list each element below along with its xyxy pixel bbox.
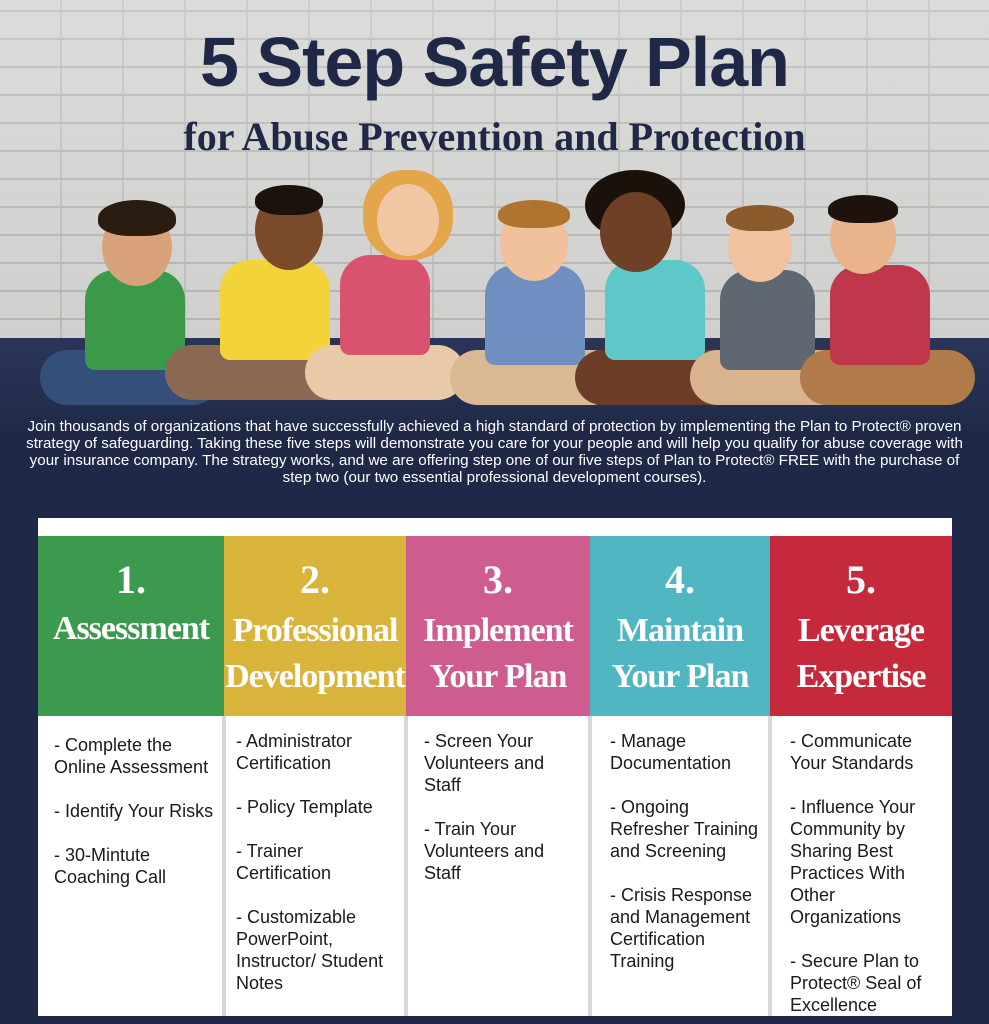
list-item: - 30-Mintute Coaching Call [54, 845, 167, 887]
intro-paragraph: Join thousands of organizations that have successfully achieved a high standard of protection by implementing the Plan to Protect® proven strategy of safeguarding. Taking these five steps will demonstrate you care for your people and will help you qualify for abuse coverage with your insurance company. The strategy works, and we are offering step one of our five steps of Plan to Protect® FREE with the purchase of step two (our two essential professional development courses). [26, 418, 963, 486]
step-title-line: Your Plan [429, 658, 567, 695]
step-items [790, 730, 946, 1024]
step-title [38, 606, 224, 652]
step-number: 5. [846, 557, 876, 602]
step-title [224, 608, 406, 700]
steps-panel [38, 518, 952, 1016]
list-item: - Identify Your Risks [54, 801, 214, 821]
step-title-line: Maintain [616, 612, 744, 649]
step-title-line: Professional [232, 612, 398, 649]
step-2 [224, 536, 406, 1016]
step-5 [770, 536, 952, 1016]
list-item: - Influence Your Community by Sharing Best Practices With Other Organizations [790, 797, 916, 927]
list-item: - Complete the Online Assessment [54, 735, 209, 777]
child-figure [800, 195, 975, 410]
step-title-line: Leverage [797, 612, 925, 649]
step-title-line: Implement [423, 612, 573, 649]
step-title-line: Development [225, 658, 405, 695]
step-title [590, 608, 770, 700]
page-title: 5 Step Safety Plan [200, 23, 789, 101]
child-figure [305, 170, 465, 410]
step-title-line: Your Plan [611, 658, 749, 695]
step-number: 1. [116, 557, 146, 602]
list-item: - Train Your Volunteers and Staff [424, 819, 545, 883]
step-1 [38, 536, 224, 1016]
list-item: - Crisis Response and Management Certification Training [610, 885, 753, 971]
page-subtitle: for Abuse Prevention and Protection [183, 114, 806, 159]
list-item: - Policy Template [236, 797, 373, 817]
hero-banner [0, 0, 989, 430]
step-title [406, 608, 590, 700]
list-item: - Ongoing Refresher Training and Screening [610, 797, 759, 861]
step-title [770, 608, 952, 700]
step-items [424, 730, 584, 906]
step-number: 3. [483, 557, 513, 602]
list-item: - Communicate Your Standards [790, 731, 914, 773]
list-item: - Screen Your Volunteers and Staff [424, 731, 545, 795]
list-item: - Secure Plan to Protect® Seal of Excellence [790, 951, 922, 1015]
list-item: - Administrator Certification [236, 731, 353, 773]
step-items [610, 730, 764, 994]
step-title-line: Expertise [796, 658, 926, 695]
step-title-line: Assessment [52, 610, 210, 647]
step-3 [406, 536, 590, 1016]
list-item: - Trainer Certification [236, 841, 332, 883]
step-number: 4. [665, 557, 695, 602]
list-item: - Manage Documentation [610, 731, 732, 773]
step-4 [590, 536, 770, 1016]
step-items [236, 730, 400, 1016]
step-items [54, 734, 218, 910]
step-number: 2. [300, 557, 330, 602]
list-item: - Customizable PowerPoint, Instructor/ Student Notes [236, 907, 384, 993]
